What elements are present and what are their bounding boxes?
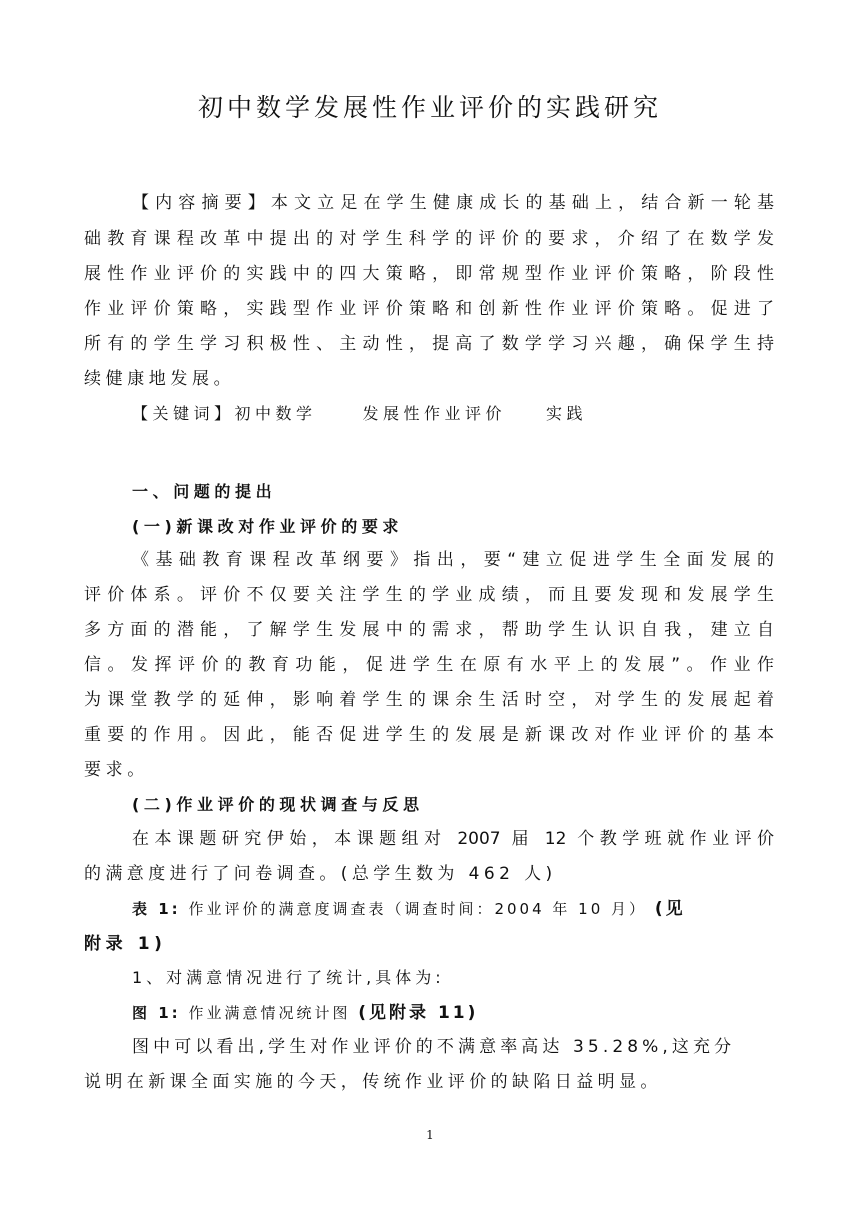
paragraph-line: 图中可以看出,学生对作业评价的不满意率高达 35.28%,这充分: [132, 1037, 736, 1057]
abstract-line: 续健康地发展。: [84, 369, 236, 389]
keyword: 实践: [546, 404, 588, 423]
keyword: 发展性作业评价: [362, 404, 507, 423]
table-caption-line: [132, 897, 774, 921]
figure-caption-line: [132, 1001, 774, 1025]
keywords-line: [132, 402, 774, 426]
subsection-heading: (二)作业评价的现状调查与反思: [132, 795, 424, 814]
appendix-ref: (见附录 11): [358, 1003, 479, 1023]
paragraph-line: 为课堂教学的延伸，影响着学生的课余生活时空，对学生的发展起着: [84, 690, 774, 710]
table-caption: 作业评价的满意度调查表（调查时间：2004 年 10 月）: [188, 900, 648, 918]
abstract-line: 所有的学生学习积极性、主动性，提高了数学学习兴趣，确保学生持: [84, 334, 774, 354]
subsection-heading: (一)新课改对作业评价的要求: [132, 517, 404, 536]
keywords-label: 【关键词】初中数学: [132, 404, 317, 423]
paragraph-line: 重要的作用。因此，能否促进学生的发展是新课改对作业评价的基本: [84, 725, 774, 745]
figure-caption: 作业满意情况统计图: [188, 1004, 351, 1022]
figure-label: 图 1:: [132, 1004, 181, 1022]
paragraph-line: 评价体系。评价不仅要关注学生的学业成绩，而且要发现和发展学生: [84, 585, 774, 605]
paragraph-line: 说明在新课全面实施的今天，传统作业评价的缺陷日益明显。: [84, 1072, 662, 1092]
paragraph-line: 的满意度进行了问卷调查。(总学生数为 462 人): [84, 864, 557, 884]
appendix-ref: (见: [654, 899, 686, 919]
abstract-line: 展性作业评价的实践中的四大策略，即常规型作业评价策略，阶段性: [84, 264, 774, 284]
page-number: 1: [426, 1128, 434, 1142]
paragraph-line: 在本课题研究伊始，本课题组对 2007 届 12 个教学班就作业评价: [132, 829, 774, 849]
abstract-line: 础教育课程改革中提出的对学生科学的评价的要求，介绍了在数学发: [84, 229, 774, 249]
section-heading: 一、问题的提出: [132, 482, 277, 501]
appendix-ref: 附录 1): [84, 934, 167, 954]
abstract-line: 【内容摘要】本文立足在学生健康成长的基础上，结合新一轮基: [132, 193, 774, 213]
paragraph-line: 1、对满意情况进行了统计,具体为:: [132, 968, 445, 987]
paragraph-line: 《基础教育课程改革纲要》指出，要“建立促进学生全面发展的: [132, 550, 774, 570]
abstract-line: 作业评价策略，实践型作业评价策略和创新性作业评价策略。促进了: [84, 299, 774, 319]
document-title: 初中数学发展性作业评价的实践研究: [197, 93, 662, 122]
paragraph-line: 要求。: [84, 760, 149, 780]
paragraph-line: 信。发挥评价的教育功能，促进学生在原有水平上的发展”。作业作: [84, 655, 774, 675]
paragraph-line: 多方面的潜能，了解学生发展中的需求，帮助学生认识自我，建立自: [84, 620, 774, 640]
table-label: 表 1:: [132, 900, 181, 918]
